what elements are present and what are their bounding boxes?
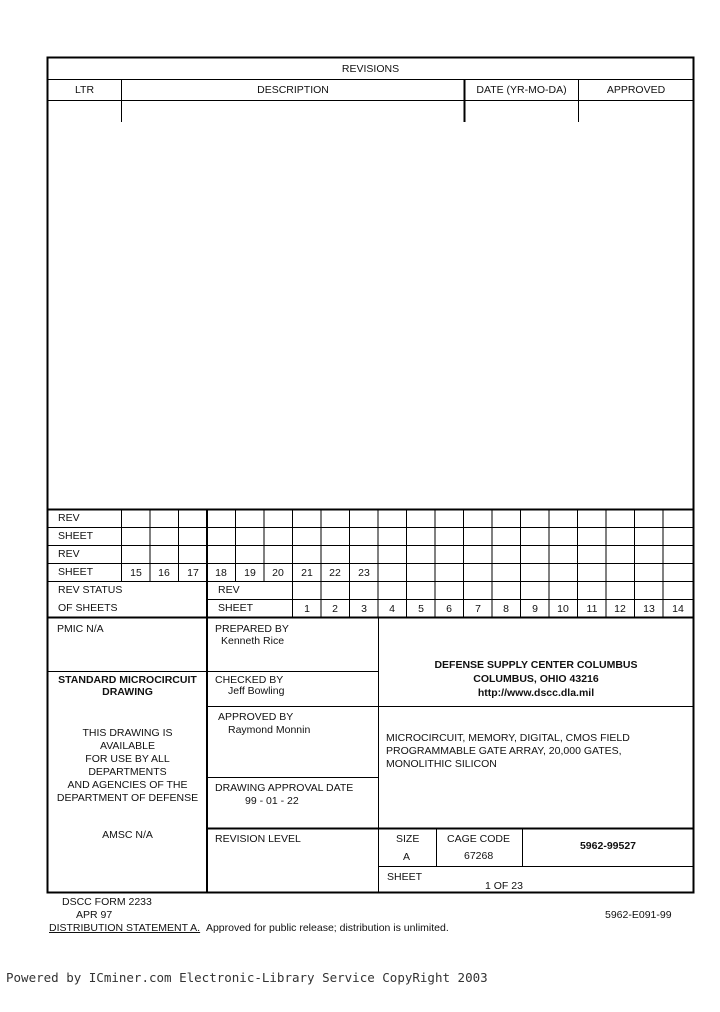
sheet-number: 20 — [272, 567, 284, 579]
sheet-number: 22 — [329, 567, 341, 579]
row-label-sheet: SHEET — [58, 530, 94, 542]
sheet-number: 8 — [503, 603, 509, 615]
drawing-title-line: MONOLITHIC SILICON — [386, 758, 497, 770]
prepared-by-label: PREPARED BY — [215, 623, 289, 635]
col-approved: APPROVED — [606, 84, 666, 96]
availability-line: AND AGENCIES OF THE — [67, 779, 188, 791]
prepared-by-name: Kenneth Rice — [221, 635, 285, 647]
amsc-label: AMSC N/A — [102, 829, 153, 841]
form-date: APR 97 — [76, 909, 113, 921]
sheet-number: 2 — [332, 603, 338, 615]
drawing-number: 5962-99527 — [579, 840, 637, 852]
sheet-number: 14 — [672, 603, 684, 615]
availability-line: DEPARTMENT OF DEFENSE — [56, 792, 199, 804]
agency-name: DEFENSE SUPPLY CENTER COLUMBUS — [434, 659, 638, 671]
sheet-of-value: 1 OF 23 — [485, 880, 523, 892]
sheet-number: 15 — [130, 567, 142, 579]
sheet-number: 5 — [418, 603, 424, 615]
sheet-number: 18 — [215, 567, 227, 579]
rev-label: REV — [218, 584, 240, 596]
of-sheets-label: OF SHEETS — [58, 602, 118, 614]
standard-title-line2: DRAWING — [102, 686, 153, 698]
sheet-number: 9 — [532, 603, 538, 615]
availability-line: DEPARTMENTS — [88, 766, 167, 778]
sheet-number: 3 — [361, 603, 367, 615]
availability-line: THIS DRAWING IS — [82, 727, 173, 739]
sheet-label: SHEET — [218, 602, 254, 614]
size-label: SIZE — [396, 833, 420, 845]
sheet-number: 19 — [244, 567, 256, 579]
sheet-number: 4 — [389, 603, 395, 615]
sheet-number: 23 — [358, 567, 370, 579]
standard-title-line1: STANDARD MICROCIRCUIT — [58, 674, 197, 686]
approved-by-label: APPROVED BY — [218, 711, 294, 723]
col-date: DATE (YR-MO-DA) — [476, 84, 567, 96]
form-number: DSCC FORM 2233 — [62, 896, 152, 908]
drawing-title-line: MICROCIRCUIT, MEMORY, DIGITAL, CMOS FIELD — [386, 732, 630, 744]
sheet-number: 16 — [158, 567, 170, 579]
distribution-label: DISTRIBUTION STATEMENT A. — [49, 922, 201, 934]
sheet-number: 1 — [304, 603, 310, 615]
row-label-rev: REV — [58, 512, 80, 524]
revisions-title: REVISIONS — [341, 63, 400, 75]
agency-url: http://www.dscc.dla.mil — [477, 687, 595, 699]
agency-city: COLUMBUS, OHIO 43216 — [473, 673, 599, 685]
pmic-label: PMIC N/A — [57, 623, 104, 635]
sheet-number: 10 — [557, 603, 569, 615]
col-description: DESCRIPTION — [257, 84, 329, 96]
revision-level-label: REVISION LEVEL — [215, 833, 301, 845]
row-label-sheet: SHEET — [58, 566, 94, 578]
approval-date-label: DRAWING APPROVAL DATE — [215, 782, 354, 794]
doc-code: 5962-E091-99 — [605, 909, 672, 921]
availability-line: AVAILABLE — [99, 740, 156, 752]
drawing-title-line: PROGRAMMABLE GATE ARRAY, 20,000 GATES, — [386, 745, 622, 757]
sheet-number: 11 — [586, 603, 598, 615]
checked-by-name: Jeff Bowling — [228, 685, 285, 697]
availability-line: FOR USE BY ALL — [85, 753, 170, 765]
cage-code-value: 67268 — [464, 850, 494, 862]
distribution-text: Approved for public release; distribution is unlimited. — [205, 922, 449, 934]
watermark: Powered by ICminer.com Electronic-Library Service CopyRight 2003 — [6, 970, 488, 985]
cage-code-label: CAGE CODE — [447, 833, 511, 845]
sheet-number: 21 — [301, 567, 313, 579]
sheet-number: 12 — [614, 603, 626, 615]
sheet-number: 6 — [446, 603, 452, 615]
sheet-label: SHEET — [387, 871, 423, 883]
checked-by-label: CHECKED BY — [215, 674, 284, 686]
sheet-number: 13 — [643, 603, 655, 615]
size-value: A — [403, 851, 411, 863]
col-ltr: LTR — [74, 84, 95, 96]
sheet-number: 17 — [187, 567, 199, 579]
distribution-statement — [49, 923, 449, 934]
approved-by-name: Raymond Monnin — [228, 724, 311, 736]
row-label-rev: REV — [58, 548, 80, 560]
approval-date-value: 99 - 01 - 22 — [245, 795, 299, 807]
sheet-number: 7 — [475, 603, 481, 615]
rev-status-label: REV STATUS — [58, 584, 123, 596]
